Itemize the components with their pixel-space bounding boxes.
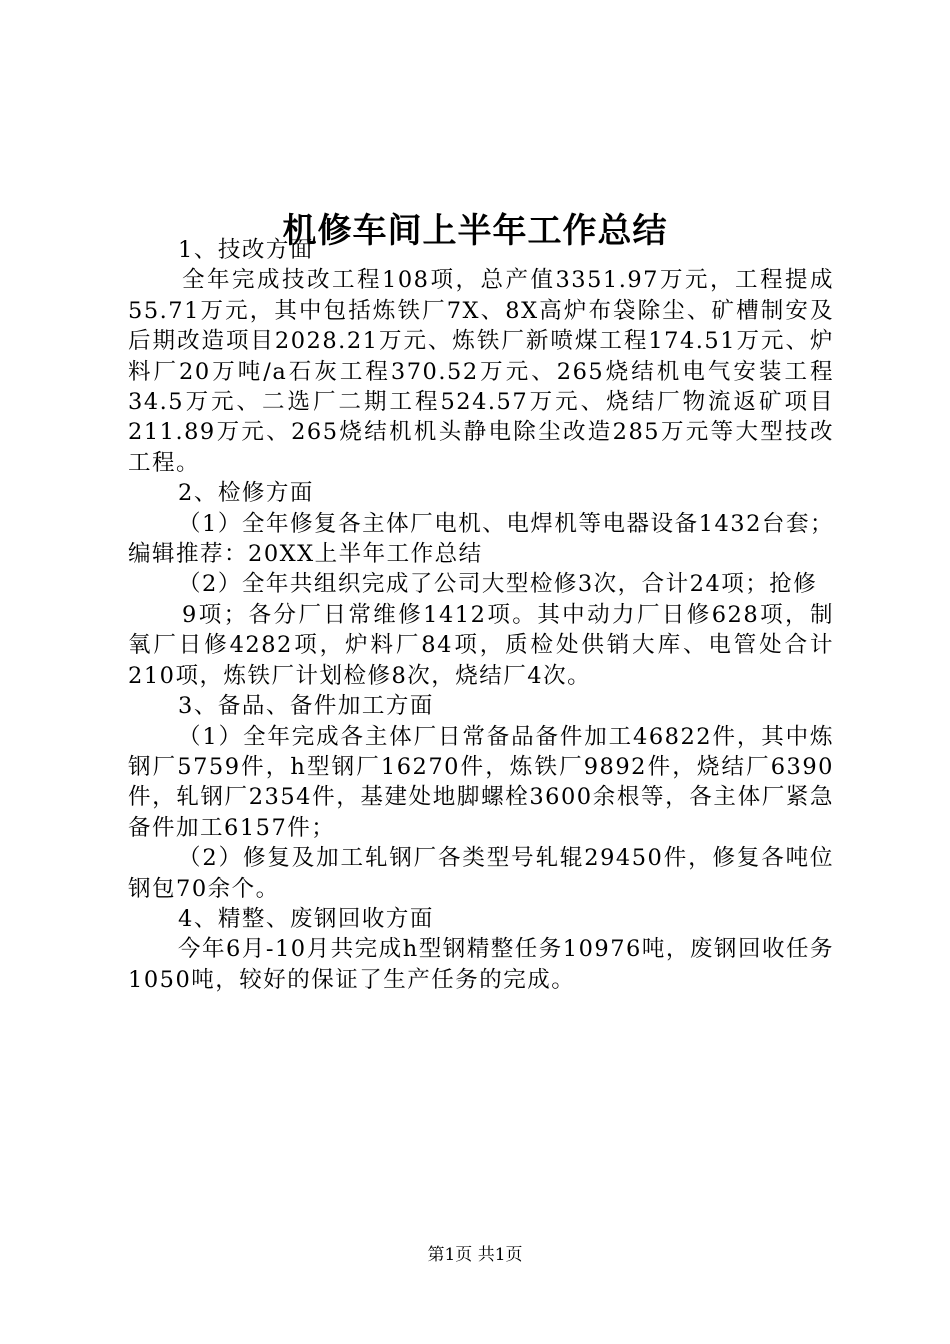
- section-heading: 4、精整、废钢回收方面: [178, 905, 434, 932]
- paragraph: （1）全年完成各主体厂日常备品备件加工46822件，其中炼钢厂5759件，h型钢厂16270件，炼铁厂9892件，烧结厂6390件，轧钢厂2354件，基建处地脚螺栓3600余根等，各主体厂紧急备件加工6157件；: [128, 723, 834, 841]
- section-heading: 2、检修方面: [178, 480, 314, 507]
- section-heading: 3、备品、备件加工方面: [178, 693, 434, 720]
- page-footer: 第1页 共1页: [427, 1245, 523, 1265]
- paragraph: 9项；各分厂日常维修1412项。其中动力厂日修628项，制氧厂日修4282项，炉料厂84项，质检处供销大库、电管处合计210项，炼铁厂计划检修8次，烧结厂4次。: [128, 601, 834, 689]
- document-title: 机修车间上半年工作总结: [282, 210, 668, 251]
- paragraph: （2）修复及加工轧钢厂各类型号轧辊29450件，修复各吨位钢包70余个。: [128, 845, 834, 902]
- paragraph: （2）全年共组织完成了公司大型检修3次，合计24项；抢修: [178, 571, 818, 598]
- document-body: [128, 235, 834, 995]
- paragraph: 今年6月-10月共完成h型钢精整任务10976吨，废钢回收任务1050吨，较好的保证了生产任务的完成。: [128, 936, 834, 993]
- section-heading: 1、技改方面: [178, 237, 314, 263]
- paragraph: （1）全年修复各主体厂电机、电焊机等电器设备1432台套；编辑推荐：20XX上半年工作总结: [128, 510, 834, 568]
- paragraph: 全年完成技改工程108项，总产值3351.97万元，工程提成55.71万元，其中包括炼铁厂7X、8X高炉布袋除尘、矿槽制安及后期改造项目2028.21万元、炼铁厂新喷煤工程174.51万元、炉料厂20万吨/a石灰工程370.52万元、265烧结机电气安装工程34.5万元、二选厂二期工程524.57万元、烧结厂物流返矿项目211.89万元、265烧结机机头静电除尘改造285万元等大型技改工程。: [128, 267, 834, 476]
